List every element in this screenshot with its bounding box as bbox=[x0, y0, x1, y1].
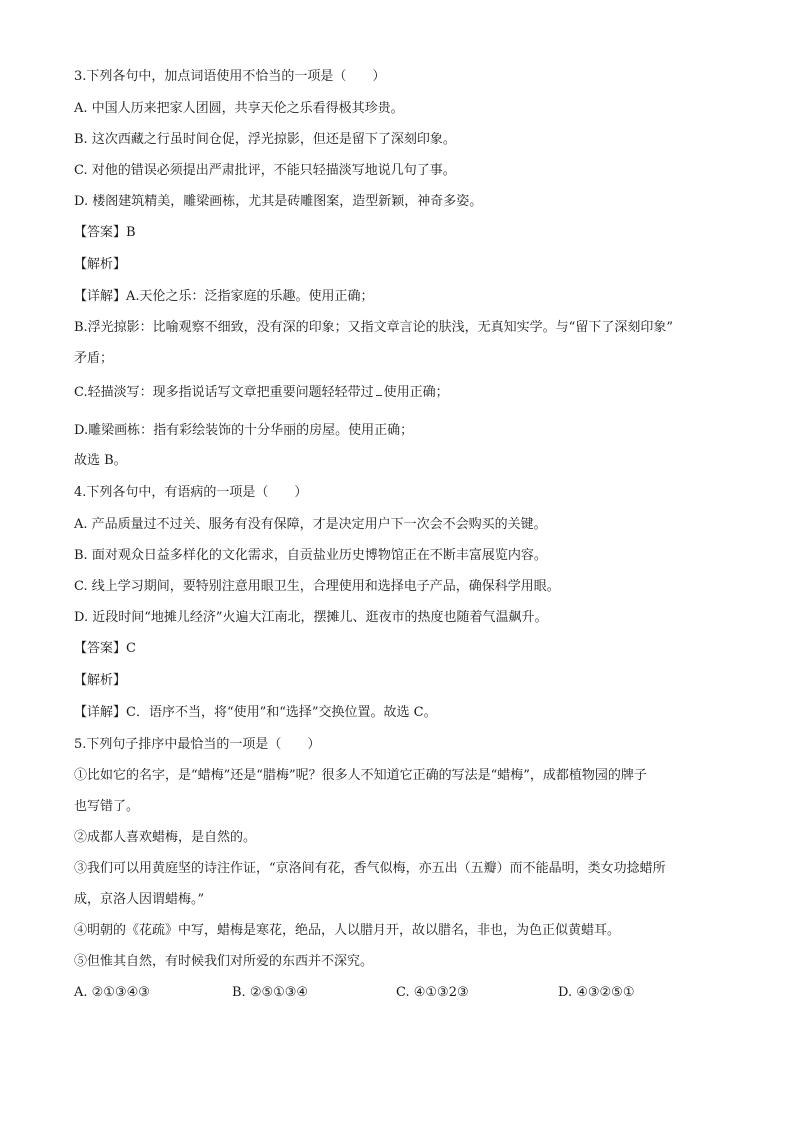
q4-answer: 【答案】C bbox=[74, 641, 136, 656]
q3-detail-a: 【详解】A.天伦之乐：泛指家庭的乐趣。使用正确； bbox=[74, 289, 374, 304]
q3-option-b: B. 这次西藏之行虽时间仓促，浮光掠影，但还是留下了深刻印象。 bbox=[74, 132, 456, 147]
q3-conclusion: 故选 B。 bbox=[74, 453, 127, 468]
q5-sentence-3: ③我们可以用黄庭坚的诗注作证，“京洛间有花，香气似梅，亦五出（五瓣）而不能晶明，类女功捻蜡所 bbox=[74, 861, 666, 876]
q3-analysis-label: 【解析】 bbox=[74, 257, 127, 272]
q3-detail-c-row bbox=[74, 384, 449, 402]
q5-option-b: B. ②⑤①③④ bbox=[232, 985, 309, 1000]
q4-detail: 【详解】C．语序不当，将“使用”和“选择”交换位置。故选 C。 bbox=[74, 705, 437, 720]
q3-stem: 3.下列各句中，加点词语使用不恰当的一项是（ ） bbox=[74, 69, 386, 84]
q3-option-c: C. 对他的错误必须提出严肃批评，不能只轻描淡写地说几句了事。 bbox=[74, 163, 456, 178]
q5-sentence-4: ④明朝的《花疏》中写，蜡梅是寒花，绝品，人以腊月开，故以腊名，非也，为色正似黄蜡耳。 bbox=[74, 923, 621, 938]
q4-option-c: C. 线上学习期间，要特别注意用眼卫生，合理使用和选择电子产品，确保科学用眼。 bbox=[74, 579, 560, 594]
q5-sentence-3-cont: 成，京洛人因谓蜡梅。” bbox=[74, 892, 205, 907]
q5-option-a: A. ②①③④③ bbox=[74, 985, 150, 1000]
q4-option-b: B. 面对观众日益多样化的文化需求，自贡盐业历史博物馆正在不断丰富展览内容。 bbox=[74, 548, 547, 563]
q4-stem: 4.下列各句中，有语病的一项是（ ） bbox=[74, 485, 308, 500]
q4-option-d: D. 近段时间“地摊儿经济”火遍大江南北，摆摊儿、逛夜市的热度也随着气温飙升。 bbox=[74, 610, 548, 625]
q5-sentence-1: ①比如它的名字，是“蜡梅”还是“腊梅”呢？很多人不知道它正确的写法是“蜡梅”，成都植物园的牌子 bbox=[74, 768, 647, 783]
q3-detail-b: B.浮光掠影：比喻观察不细致，没有深的印象；又指文章言论的肤浅，无真知实学。与“留下了深刻印象” bbox=[74, 320, 673, 335]
q3-detail-c: C.轻描淡写：现多指说话写文章把重要问题轻轻带过 bbox=[74, 385, 374, 400]
q5-sentence-1-cont: 也写错了。 bbox=[74, 799, 140, 814]
q4-option-a: A. 产品质量过不过关、服务有没有保障，才是决定用户下一次会不会购买的关键。 bbox=[74, 517, 547, 532]
q3-detail-b-cont: 矛盾； bbox=[74, 351, 114, 366]
dot-mark bbox=[376, 389, 382, 396]
q5-options bbox=[74, 984, 734, 1002]
q3-detail-c-tail: 使用正确； bbox=[383, 385, 449, 400]
q3-detail-d: D.雕梁画栋：指有彩绘装饰的十分华丽的房屋。使用正确； bbox=[74, 423, 414, 438]
q5-sentence-5: ⑤但惟其自然，有时候我们对所爱的东西并不深究。 bbox=[74, 954, 374, 969]
q5-stem: 5.下列句子排序中最恰当的一项是（ ） bbox=[74, 737, 321, 752]
q5-option-c: C. ④①③2③ bbox=[396, 985, 469, 1000]
q5-option-d: D. ④③②⑤① bbox=[558, 985, 635, 1000]
q3-option-d: D. 楼阁建筑精美，雕梁画栋，尤其是砖雕图案，造型新颖，神奇多姿。 bbox=[74, 194, 483, 209]
q3-option-a: A. 中国人历来把家人团圆，共享天伦之乐看得极其珍贵。 bbox=[74, 101, 404, 116]
q3-answer: 【答案】B bbox=[74, 225, 136, 240]
q5-sentence-2: ②成都人喜欢蜡梅，是自然的。 bbox=[74, 830, 257, 845]
q4-analysis-label: 【解析】 bbox=[74, 673, 127, 688]
